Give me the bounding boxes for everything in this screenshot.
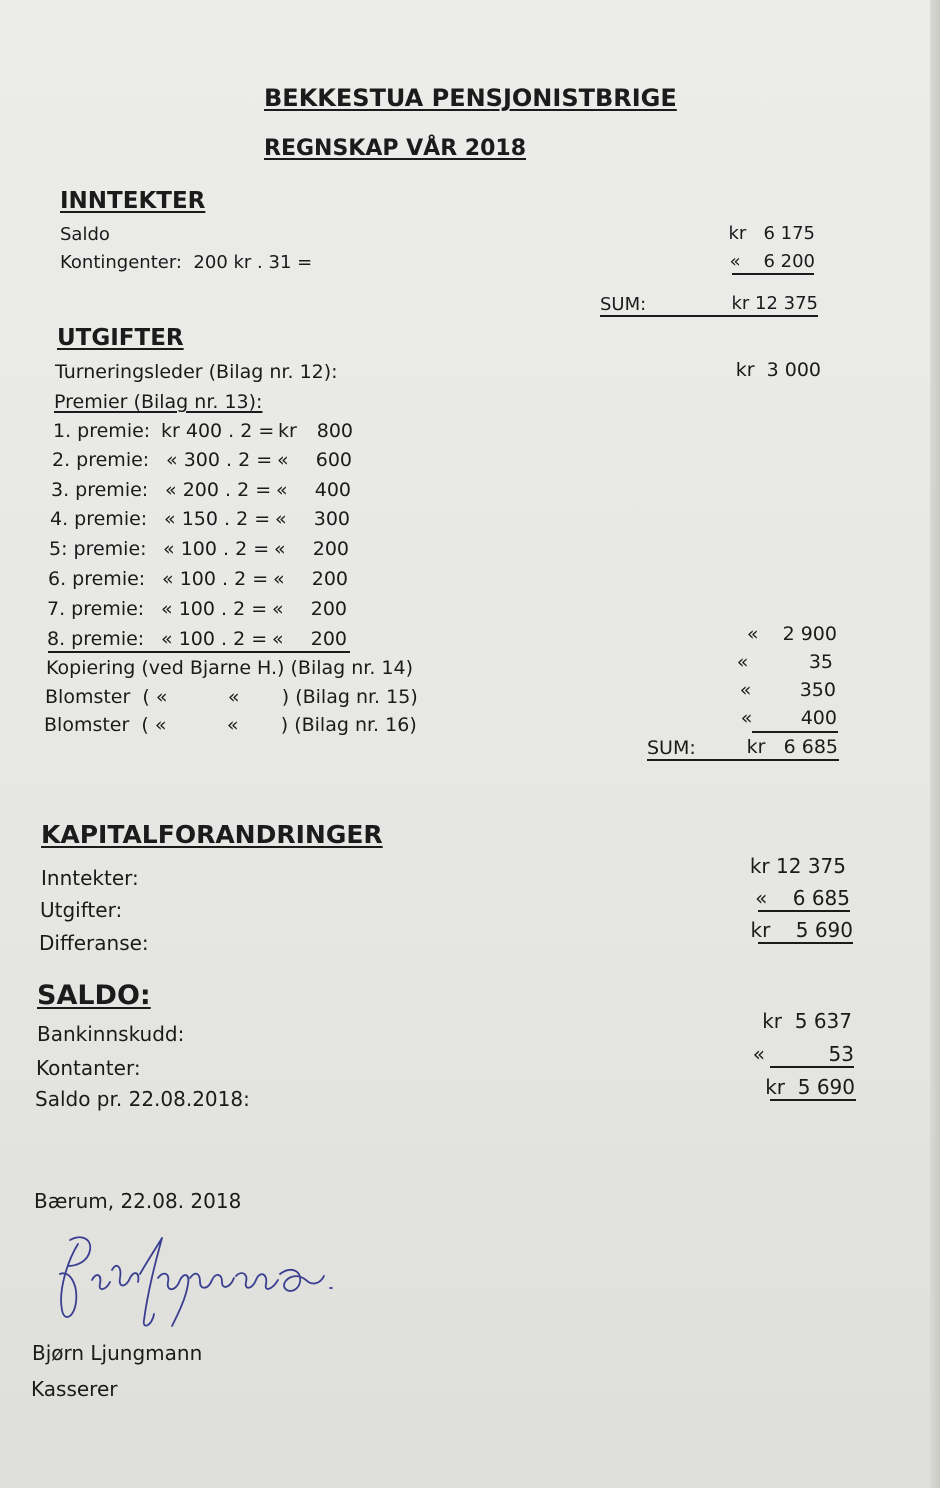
- underline: [647, 759, 839, 761]
- premie-unit: «: [277, 449, 289, 471]
- utgift-row-value: « 400: [740, 707, 837, 729]
- underline: [758, 910, 850, 912]
- signer-name: Bjørn Ljungmann: [32, 1341, 203, 1365]
- premie-place: 1. premie:: [53, 420, 151, 442]
- premie-place: 6. premie:: [48, 568, 146, 590]
- premie-amount: 600: [315, 449, 352, 471]
- utgifter-sum-value: kr 6 685: [746, 736, 838, 758]
- premie-calc: « 100 . 2 =: [155, 598, 268, 620]
- inntekter-row-label: Saldo: [60, 224, 110, 245]
- kapital-row-value: « 6 685: [755, 886, 850, 910]
- underline: [732, 273, 814, 275]
- premie-amount: 800: [316, 420, 353, 442]
- premie-calc: « 100 . 2 =: [155, 628, 268, 650]
- premie-unit: «: [272, 598, 284, 620]
- premie-amount: 200: [310, 598, 347, 620]
- document-subtitle: REGNSKAP VÅR 2018: [264, 136, 527, 161]
- kapital-row-label: Inntekter:: [41, 866, 139, 890]
- premie-amount: 400: [314, 479, 351, 501]
- premie-calc: « 100 . 2 =: [156, 568, 269, 590]
- premie-calc: « 150 . 2 =: [158, 508, 271, 530]
- saldo-row-label: Kontanter:: [36, 1056, 141, 1080]
- premie-unit: «: [273, 568, 285, 590]
- paper-edge: [930, 0, 940, 1488]
- premie-amount: 200: [312, 538, 349, 560]
- utgift-row-label: Blomster ( « « ) (Bilag nr. 16): [44, 714, 417, 736]
- premie-calc: « 200 . 2 =: [159, 479, 272, 501]
- premie-place: 7. premie:: [47, 598, 145, 620]
- underline: [770, 1099, 856, 1101]
- premie-amount: 200: [311, 568, 348, 590]
- inntekter-sum-value: kr 12 375: [731, 293, 818, 314]
- kapital-row-value: kr 5 690: [750, 918, 853, 942]
- saldo-row-value: « 53: [752, 1042, 854, 1066]
- utgifter-heading: UTGIFTER: [57, 325, 184, 351]
- premie-place: 5: premie:: [49, 538, 147, 560]
- saldo-heading: SALDO:: [37, 980, 151, 1011]
- kapital-heading: KAPITALFORANDRINGER: [41, 820, 383, 849]
- inntekter-row-value: kr 6 175: [728, 223, 815, 244]
- premier-total: « 2 900: [746, 623, 837, 645]
- inntekter-row-value: « 6 200: [729, 251, 815, 272]
- utgift-row-label: Blomster ( « « ) (Bilag nr. 15): [45, 686, 418, 708]
- inntekter-heading: INNTEKTER: [60, 188, 206, 214]
- premie-unit: kr: [278, 420, 297, 442]
- kapital-row-label: Utgifter:: [40, 898, 123, 922]
- kapital-row-label: Differanse:: [39, 931, 149, 955]
- signer-role: Kasserer: [31, 1377, 118, 1401]
- premie-place: 4. premie:: [50, 508, 148, 530]
- premie-amount: 300: [313, 508, 350, 530]
- underline: [752, 731, 838, 733]
- saldo-row-label: Saldo pr. 22.08.2018:: [35, 1087, 250, 1111]
- underline: [48, 651, 350, 653]
- premie-place: 2. premie:: [52, 449, 150, 471]
- premie-unit: «: [275, 508, 287, 530]
- signature-image: [40, 1230, 360, 1340]
- utgift-row-label: Kopiering (ved Bjarne H.) (Bilag nr. 14): [46, 657, 414, 679]
- turnering-value: kr 3 000: [735, 359, 821, 381]
- premie-calc: kr 400 . 2 =: [161, 420, 275, 442]
- premie-unit: «: [272, 628, 284, 650]
- utgifter-sum-label: SUM:: [647, 737, 696, 759]
- premier-label: Premier (Bilag nr. 13):: [54, 391, 263, 413]
- utgift-row-value: « 35: [736, 651, 833, 673]
- saldo-row-label: Bankinnskudd:: [37, 1022, 185, 1046]
- underline: [600, 315, 818, 317]
- inntekter-sum-label: SUM:: [600, 294, 647, 315]
- document-title: BEKKESTUA PENSJONISTBRIGE: [264, 84, 677, 112]
- premie-place: 3. premie:: [51, 479, 149, 501]
- underline: [770, 1066, 854, 1068]
- utgift-row-value: « 350: [739, 679, 836, 701]
- premie-amount: 200: [310, 628, 347, 650]
- premie-unit: «: [274, 538, 286, 560]
- saldo-row-value: kr 5 637: [762, 1009, 852, 1033]
- inntekter-row-label: Kontingenter: 200 kr . 31 =: [60, 252, 313, 273]
- saldo-row-value: kr 5 690: [765, 1075, 855, 1099]
- premie-calc: « 100 . 2 =: [157, 538, 270, 560]
- underline: [758, 942, 853, 944]
- kapital-row-value: kr 12 375: [749, 854, 846, 878]
- premie-calc: « 300 . 2 =: [160, 449, 273, 471]
- turnering-label: Turneringsleder (Bilag nr. 12):: [55, 361, 338, 383]
- premie-unit: «: [276, 479, 288, 501]
- place-date: Bærum, 22.08. 2018: [34, 1189, 242, 1213]
- premie-place: 8. premie:: [47, 628, 145, 650]
